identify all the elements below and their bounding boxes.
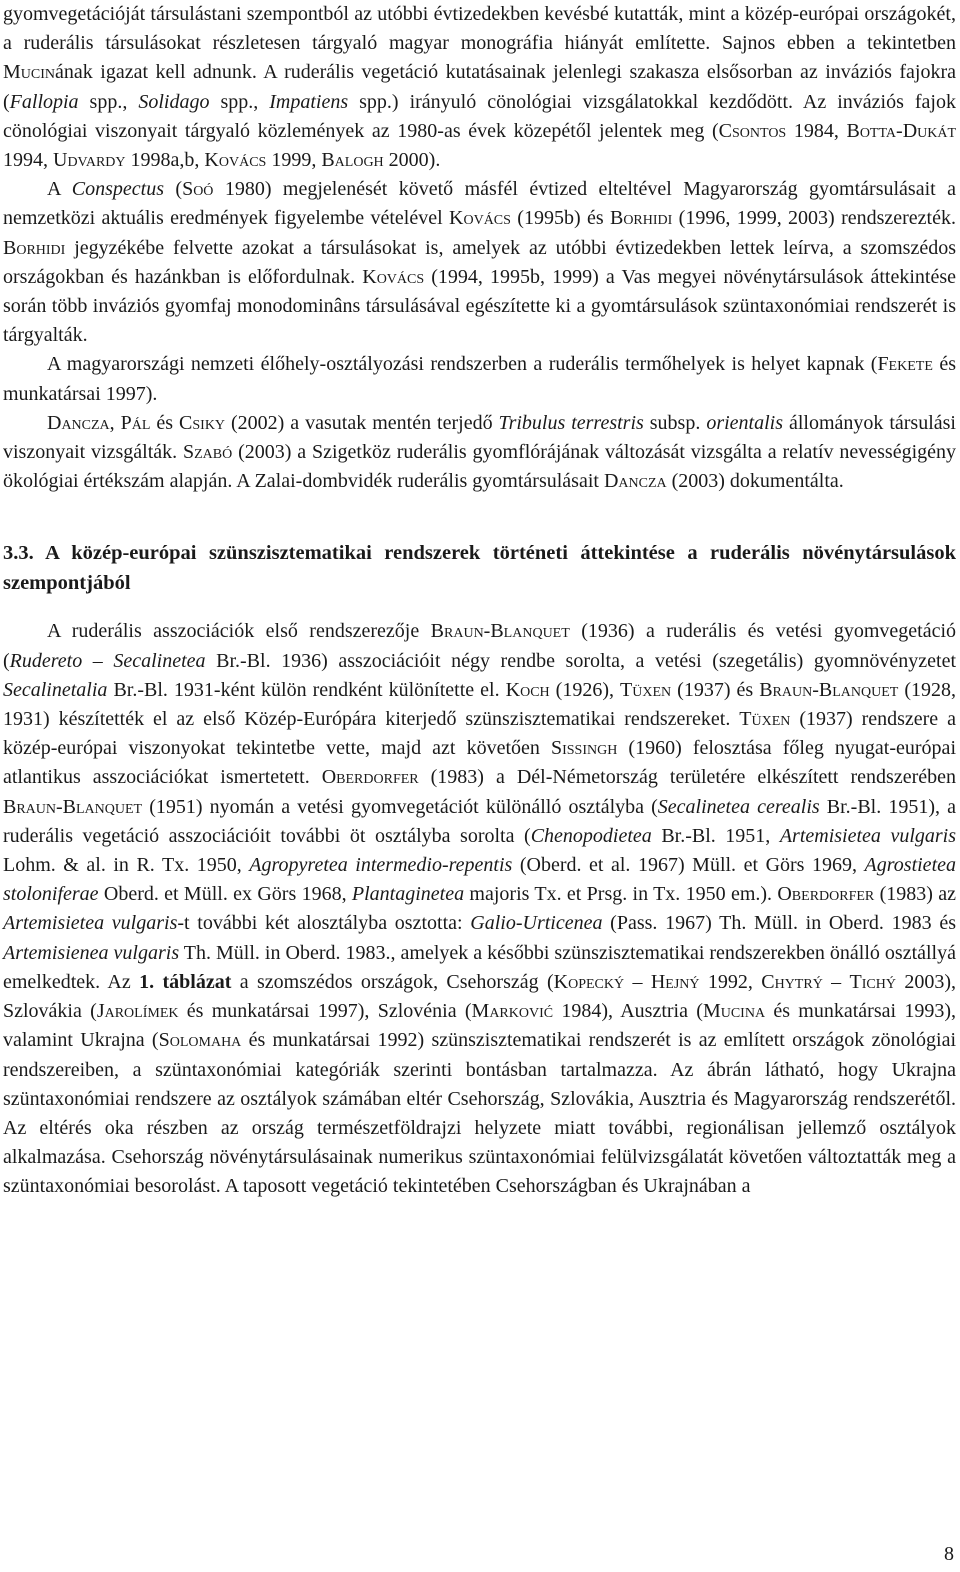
species-name: Solidago bbox=[138, 90, 210, 113]
text-run: – bbox=[624, 970, 651, 993]
text-run: Br.-Bl. 1951), a ruderális vegetáció asszociációit további öt osztályba sorolta ( bbox=[3, 795, 957, 847]
text-run: 2000). bbox=[383, 149, 441, 172]
text-run: (1936) a ruderális és vetési gyomvegetáció ( bbox=[3, 620, 957, 672]
syntaxon-name: Artemisienea vulgaris bbox=[3, 941, 180, 964]
text-run: és munkatársai 1992) szünszisztematikai rendszerét is az említett országok zönológiai rendszereiben, a szüntaxonómiai kategóriák szerinti bontásban tartalmazza. Az ábrán látható, hogy Ukrajna szüntaxonómiai rendszere az osztályok számában eltér Csehország, Szlovákia, Ausztria és Magyarország rendszerétől. Az eltérés oka részben az ország természetföldrajzi helyzete miatt további, regionálisan jellemző osztályok alkalmazása. Csehország növénytársulásainak numerikus szüntaxonómiai felülvizsgálatát követően változtatták meg a szüntaxonómiai besorolást. A taposott vegetáció tekintetében Csehországban és Ukrajnában a bbox=[3, 1029, 956, 1198]
text-run: (1937) és bbox=[671, 678, 760, 701]
spacer bbox=[3, 598, 956, 617]
author-name: Csontos bbox=[718, 119, 787, 142]
text-run: állományok társulási viszonyait vizsgálták. bbox=[3, 411, 956, 464]
author-name: Koch bbox=[505, 678, 550, 701]
author-name: Dancza bbox=[47, 411, 110, 434]
work-title: Conspectus bbox=[71, 178, 164, 201]
author-name: Kopecký bbox=[553, 970, 625, 993]
author-name: Kovács bbox=[449, 207, 511, 230]
author-name: Kovács bbox=[362, 265, 425, 288]
author-name: Hejný bbox=[650, 970, 700, 993]
text-run: spp., bbox=[209, 90, 270, 113]
text-run: jegyzékébe felvette azokat a társulásokat is, amelyek az utóbbi évtizedekben lettek leírva, a szomszédos országokban és hazánkban is előfordulnak. bbox=[3, 236, 956, 288]
author-name: Marković bbox=[471, 1000, 554, 1023]
author-name: Oberdorfer bbox=[777, 883, 875, 906]
author-name: Tüxen bbox=[620, 678, 672, 701]
text-run: (2003) dokumentálta. bbox=[666, 470, 844, 493]
text-run: a szomszédos országok, Csehország ( bbox=[231, 970, 554, 993]
author-name: Solomaha bbox=[158, 1029, 242, 1052]
text-run: -t további két alosztályba osztotta: bbox=[177, 912, 471, 935]
text-run: 1999, bbox=[266, 149, 322, 172]
author-name: Dancza bbox=[603, 470, 667, 493]
syntaxon-name: Galio-Urticenea bbox=[470, 912, 603, 935]
text-run: A ruderális asszociációk első rendszerezője bbox=[47, 620, 431, 643]
author-name: Oberdorfer bbox=[321, 766, 419, 789]
text-run: 1998a,b, bbox=[125, 149, 205, 172]
syntaxon-name: Agrostietea stoloniferae bbox=[3, 854, 956, 906]
species-name: orientalis bbox=[706, 411, 783, 434]
text-run: (1960) felosztása főleg nyugat-európai atlantikus asszociációkat ismertetett. bbox=[3, 737, 956, 789]
author-name: Udvardy bbox=[53, 149, 126, 172]
text-run: – bbox=[822, 970, 850, 993]
text-run: Th. Müll. in Oberd. 1983., amelyek a későbbi szünszisztematikai rendszerekben önálló osztállyá emelkedtek. Az bbox=[3, 941, 956, 993]
text-run: (Pass. 1967) Th. Müll. in Oberd. 1983 és bbox=[602, 912, 956, 935]
syntaxon-name: Secalinetalia bbox=[3, 678, 108, 701]
text-run: Br.-Bl. 1936) asszociációit négy rendbe sorolta, a vetési (szegetális) gyomnövényzetet bbox=[205, 649, 956, 672]
author-name: Mucin bbox=[3, 61, 56, 84]
text-run: (1996, 1999, 2003) rendszerezték. bbox=[672, 207, 956, 230]
syntaxon-name: Chenopodietea bbox=[530, 824, 652, 847]
text-run: , bbox=[109, 411, 121, 434]
author-name: Tüxen bbox=[739, 708, 791, 731]
author-name: Szabó bbox=[183, 441, 233, 464]
text-run: és munkatársai 1997). bbox=[3, 353, 956, 405]
text-run: spp., bbox=[78, 90, 139, 113]
species-name: Tribulus terrestris bbox=[498, 411, 644, 434]
text-run: subsp. bbox=[643, 411, 707, 434]
author-name: Mucina bbox=[702, 1000, 766, 1023]
text-run: 1980) megjelenését követő másfél évtized elteltével Magyarország gyomtársulásait a nemzetközi aktuális eredmények figyelembe vételével bbox=[3, 178, 956, 230]
syntaxon-name: Artemisietea vulgaris bbox=[3, 912, 178, 935]
text-run: ának igazat kell adnunk. A ruderális vegetáció kutatásainak jelenlegi szakasza elsősorban az inváziós fajokra ( bbox=[3, 61, 956, 113]
text-run: (1983) az bbox=[874, 883, 956, 906]
spacer bbox=[3, 496, 956, 539]
text-run: ( bbox=[163, 178, 183, 201]
syntaxon-name: Plantaginetea bbox=[351, 883, 465, 906]
author-name: Sissingh bbox=[550, 737, 618, 760]
text-run: és munkatársai 1997), Szlovénia ( bbox=[178, 1000, 472, 1023]
syntaxon-name: Agropyretea intermedio-repentis bbox=[249, 854, 513, 877]
text-run: Lohm. & al. in R. Tx. 1950, bbox=[3, 854, 250, 877]
page-number: 8 bbox=[944, 1543, 954, 1565]
text-run: (2003) a Szigetköz ruderális gyomflórájának változását vizsgálta a relatív nevességigény ökológiai értékszám alapján. A Zalai-dombvidék ruderális gyomtársulásait bbox=[3, 441, 957, 493]
author-name: Chytrý bbox=[761, 970, 823, 993]
text-run: (1937) rendszere a közép-európai viszonyokat tekintetbe vette, majd azt követően bbox=[3, 708, 957, 760]
author-name: Braun-Blanquet bbox=[759, 678, 899, 701]
text-run: (1983) a Dél-Németország területére elkészített rendszerében bbox=[418, 766, 956, 789]
author-name: Jarolímek bbox=[96, 1000, 179, 1023]
paragraph-4 bbox=[3, 409, 956, 497]
paragraph-1 bbox=[3, 0, 956, 175]
text-run: A bbox=[47, 178, 72, 201]
author-name: Kovács bbox=[204, 149, 267, 172]
author-name: Braun-Blanquet bbox=[430, 620, 570, 643]
text-run: majoris Tx. et Prsg. in Tx. 1950 em.). bbox=[464, 883, 778, 906]
author-name: Borhidi bbox=[3, 236, 66, 259]
syntaxon-name: Artemisietea vulgaris bbox=[779, 824, 957, 847]
text-run: (2002) a vasutak mentén terjedő bbox=[225, 411, 499, 434]
text-run: (1928, 1931) készítették el az első Közép-Európára kiterjedő szünszisztematikai rendszereket. bbox=[3, 678, 956, 731]
text-run: (1995b) és bbox=[510, 207, 610, 230]
text-run: 2003), Szlovákia ( bbox=[3, 970, 957, 1023]
syntaxon-name: Rudereto – Secalinetea bbox=[9, 649, 206, 672]
species-name: Impatiens bbox=[269, 90, 349, 113]
text-run: 1984, bbox=[786, 119, 847, 142]
paragraph-2 bbox=[3, 175, 956, 350]
text-run: gyomvegetációját társulástani szempontból az utóbbi évtizedekben kevésbé kutatták, mint a közép-európai országokét, a ruderális társulásokat részletesen tárgyaló magyar monográfia hiányát említette. Sajnos ebben a tekintetben bbox=[3, 3, 956, 55]
author-name: Soó bbox=[182, 178, 214, 201]
author-name: Tichý bbox=[849, 970, 896, 993]
author-name: Braun-Blanquet bbox=[3, 795, 143, 818]
text-run: (1951) nyomán a vetési gyomvegetációt különálló osztályba ( bbox=[142, 795, 658, 818]
text-run: Br.-Bl. 1931-ként külön rendként különítette el. bbox=[107, 678, 506, 701]
text-run: 1984), Ausztria ( bbox=[553, 1000, 703, 1023]
text-run: és bbox=[150, 411, 180, 434]
author-name: Csiky bbox=[179, 411, 226, 434]
text-run: Br.-Bl. 1951, bbox=[651, 824, 780, 847]
author-name: Pál bbox=[120, 411, 151, 434]
text-run: Oberd. et Müll. ex Görs 1968, bbox=[98, 883, 352, 906]
section-heading: 3.3. A közép-európai szünszisztematikai rendszerek történeti áttekintése a ruderális növénytársulások szempontjából bbox=[3, 542, 956, 594]
text-run: (1994, 1995b, 1999) a Vas megyei növénytársulások áttekintése során több inváziós gyomfaj monodominâns társulásával egészítette ki a gyomtársulások szüntaxonómiai rendszerét is tárgyalták. bbox=[3, 265, 956, 347]
author-name: Balogh bbox=[321, 149, 384, 172]
author-name: Borhidi bbox=[609, 207, 673, 230]
text-run: 1994, bbox=[3, 149, 53, 172]
document-page bbox=[3, 0, 956, 1202]
author-name: Fekete bbox=[877, 353, 933, 376]
text-run: spp.) irányuló cönológiai vizsgálatokkal kezdődött. Az inváziós fajok cönológiai viszonyait tárgyaló közlemények az 1980-as évek közepétől jelentek meg ( bbox=[3, 90, 956, 142]
table-reference: 1. táblázat bbox=[139, 970, 232, 993]
syntaxon-name: Secalinetea cerealis bbox=[657, 795, 820, 818]
text-run: A magyarországi nemzeti élőhely-osztályozási rendszerben a ruderális termőhelyek is helyet kapnak ( bbox=[47, 353, 878, 376]
text-run: 1992, bbox=[699, 970, 762, 993]
text-run: (Oberd. et al. 1967) Müll. et Görs 1969, bbox=[512, 854, 865, 877]
text-run: és munkatársai 1993), valamint Ukrajna ( bbox=[3, 1000, 956, 1052]
text-run: (1926), bbox=[549, 678, 621, 701]
paragraph-3 bbox=[3, 350, 956, 408]
author-name: Botta-Dukát bbox=[846, 119, 957, 142]
paragraph-5 bbox=[3, 617, 956, 1201]
species-name: Fallopia bbox=[9, 90, 79, 113]
